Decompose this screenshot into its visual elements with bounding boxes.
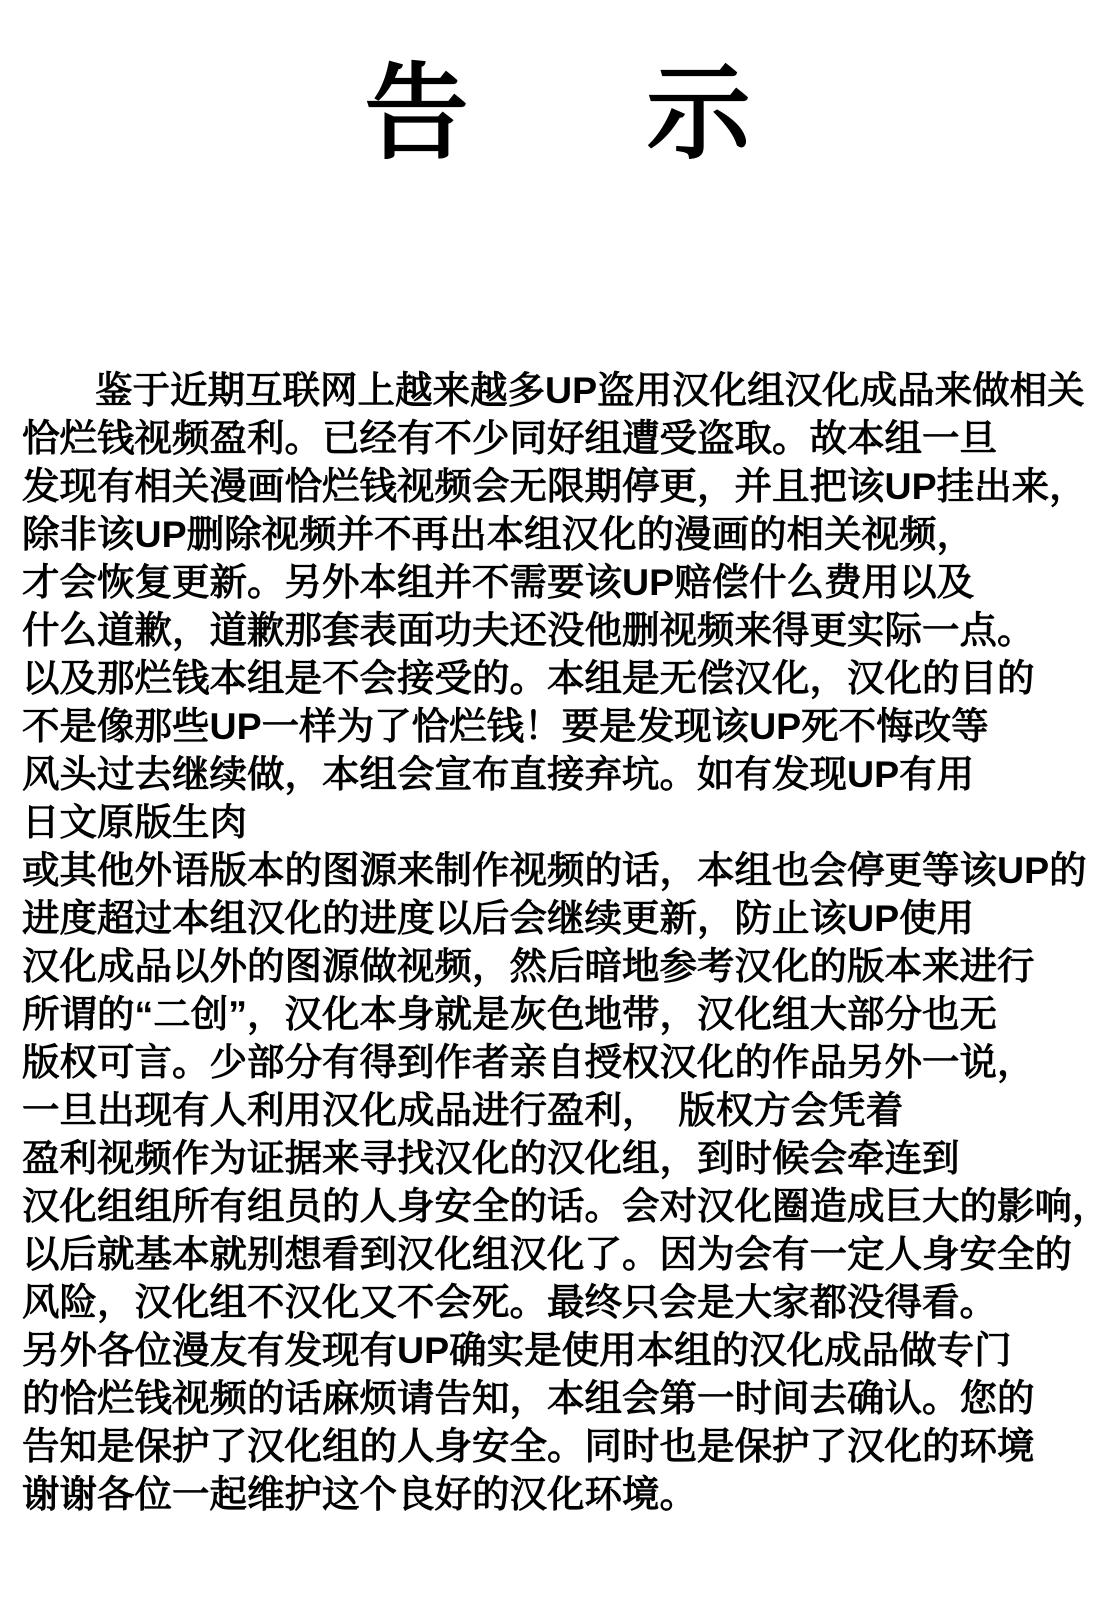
notice-line: 的恰烂钱视频的话麻烦请告知，本组会第一时间去确认。您的 [22, 1377, 1035, 1419]
notice-line: 另外各位漫友有发现有UP确实是使用本组的汉化成品做专门 [22, 1329, 1012, 1371]
title-char-right: 示 [646, 56, 751, 172]
title-char-left: 告 [364, 56, 469, 172]
notice-line: 谢谢各位一起维护这个良好的汉化环境。 [22, 1473, 697, 1515]
notice-line: 什么道歉，道歉那套表面功夫还没他删视频来得更实际一点。 [22, 609, 1035, 651]
notice-line: 版权可言。少部分有得到作者亲自授权汉化的作品另外一说， [22, 1041, 1035, 1083]
notice-line: 以及那烂钱本组是不会接受的。本组是无偿汉化，汉化的目的 [22, 657, 1035, 699]
notice-line: 恰烂钱视频盈利。已经有不少同好组遭受盗取。故本组一旦 [22, 417, 997, 459]
notice-line: 汉化成品以外的图源做视频，然后暗地参考汉化的版本来进行 [22, 945, 1035, 987]
notice-body [22, 366, 1111, 1518]
notice-line: 汉化组组所有组员的人身安全的话。会对汉化圈造成巨大的影响， [22, 1185, 1110, 1227]
notice-line: 进度超过本组汉化的进度以后会继续更新，防止该UP使用 [22, 897, 975, 939]
notice-line: 以后就基本就别想看到汉化组汉化了。因为会有一定人身安全的 [22, 1233, 1072, 1275]
notice-line: 所谓的“二创”，汉化本身就是灰色地带，汉化组大部分也无 [22, 993, 997, 1035]
notice-line: 告知是保护了汉化组的人身安全。同时也是保护了汉化的环境 [22, 1425, 1035, 1467]
notice-line: 风险，汉化组不汉化又不会死。最终只会是大家都没得看。 [22, 1281, 997, 1323]
notice-line: 发现有相关漫画恰烂钱视频会无限期停更，并且把该UP挂出来， [22, 465, 1087, 507]
notice-line: 风头过去继续做，本组会宣布直接弃坑。如有发现UP有用 [22, 753, 975, 795]
notice-line: 日文原版生肉 [22, 801, 247, 843]
page-title [0, 0, 1115, 170]
notice-line: 一旦出现有人利用汉化成品进行盈利， 版权方会凭着 [22, 1089, 904, 1131]
notice-line: 盈利视频作为证据来寻找汉化的汉化组，到时候会牵连到 [22, 1137, 960, 1179]
notice-line: 或其他外语版本的图源来制作视频的话，本组也会停更等该UP的 [22, 849, 1087, 891]
notice-line: 除非该UP删除视频并不再出本组汉化的漫画的相关视频， [22, 513, 975, 555]
notice-line: 鉴于近期互联网上越来越多UP盗用汉化组汉化成品来做相关 [95, 369, 1085, 411]
notice-line: 才会恢复更新。另外本组并不需要该UP赔偿什么费用以及 [22, 561, 975, 603]
notice-line: 不是像那些UP一样为了恰烂钱！要是发现该UP死不悔改等 [22, 705, 989, 747]
